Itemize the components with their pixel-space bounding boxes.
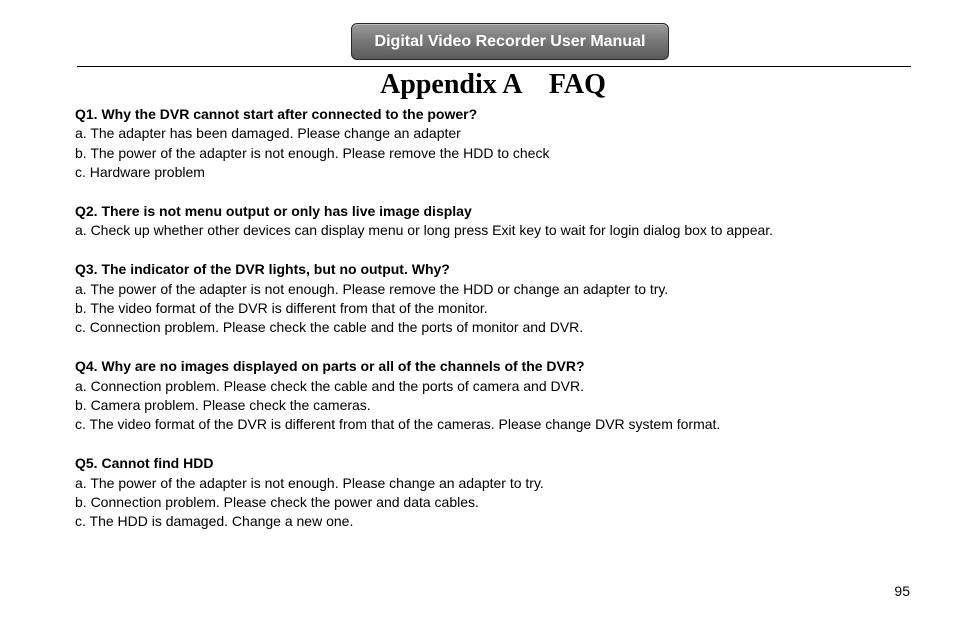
faq-answer: c. The HDD is damaged. Change a new one. [75,513,354,530]
faq-item-q5 [75,454,915,532]
faq-answer: b. Camera problem. Please check the cameras. [75,397,371,414]
faq-question: Q2. There is not menu output or only has live image display [75,203,472,220]
faq-answer: b. The power of the adapter is not enough. Please remove the HDD to check [75,144,550,161]
faq-answer: a. The power of the adapter is not enough. Please remove the HDD or change an adapter to try. [75,280,669,297]
faq-item-q3 [75,260,915,338]
faq-answer: c. Connection problem. Please check the cable and the ports of monitor and DVR. [75,319,584,336]
faq-question: Q1. Why the DVR cannot start after connected to the power? [75,106,478,122]
page-title: Appendix A FAQ [380,69,606,100]
faq-answer: c. Hardware problem [75,164,205,181]
faq-list [75,105,915,551]
faq-answer: a. The adapter has been damaged. Please change an adapter [75,125,461,142]
faq-question: Q5. Cannot find HDD [75,455,214,472]
manual-title-badge: Digital Video Recorder User Manual [351,23,669,60]
faq-question: Q4. Why are no images displayed on parts or all of the channels of the DVR? [75,358,585,375]
faq-item-q1 [75,105,915,183]
faq-answer: b. Connection problem. Please check the power and data cables. [75,494,479,511]
faq-answer: a. The power of the adapter is not enough. Please change an adapter to try. [75,474,544,491]
faq-item-q4 [75,357,915,435]
faq-answer: b. The video format of the DVR is different from that of the monitor. [75,300,488,317]
faq-question: Q3. The indicator of the DVR lights, but no output. Why? [75,261,450,278]
faq-answer: a. Check up whether other devices can display menu or long press Exit key to wait for login dialog box to appear. [75,222,774,239]
page-number: 95 [894,583,910,599]
faq-answer: a. Connection problem. Please check the cable and the ports of camera and DVR. [75,377,584,394]
faq-answer: c. The video format of the DVR is different from that of the cameras. Please change DVR system format. [75,416,721,433]
faq-item-q2 [75,202,915,241]
